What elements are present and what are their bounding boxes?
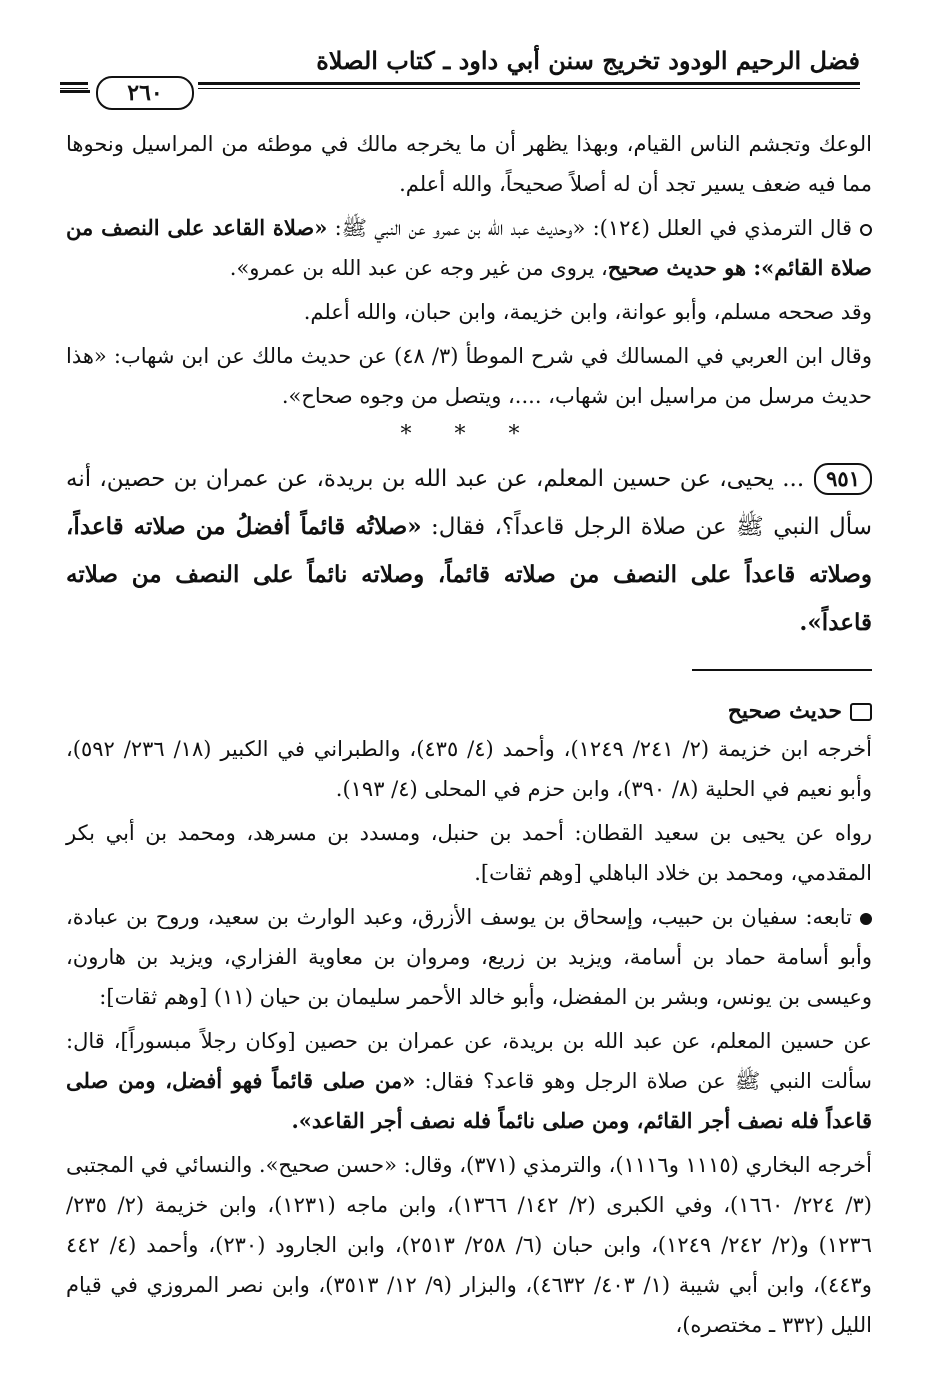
footnote-divider bbox=[692, 669, 872, 671]
book-icon bbox=[850, 703, 872, 721]
intro-paragraph: الوعك وتجشم الناس القيام، وبهذا يظهر أن ما يخرجه مالك في موطئه من المراسيل ونحوها مما فيه ضعف يسير تجد أن له أصلاً صحيحاً، والله أعلم. bbox=[66, 132, 872, 196]
page-header bbox=[60, 38, 860, 106]
ornament-line bbox=[60, 90, 90, 93]
takhrij-paragraph-5: أخرجه البخاري (١١١٥ و١١١٦)، والترمذي (٣٧١)، وقال: «حسن صحيح». والنسائي في المجتبى (٣/ ٢٢٤/ ١٦٦٠)، وفي الكبرى (٢/ ١٤٢/ ١٣٦٦)، وابن ماجه (١٢٣١)، وابن خزيمة (٢/ ٢٣٥/ ١٢٣٦) و(٢/ ٢٤٢/ ١٢٤٩)، وابن حبان (٦/ ٢٥٨/ ٢٥١٣)، وابن الجارود (٢٣٠)، وأحمد (٤/ ٤٤٢ و٤٤٣)، وابن أبي شيبة (١/ ٤٠٣/ ٤٦٣٢)، والبزار (٩/ ١٢/ ٣٥١٣)، وابن نصر المروزي في قيام الليل (٣٣٢ ـ مختصره)، bbox=[66, 1153, 872, 1337]
tirmidhi-bold-quote: «صلاة القاعد على النصف من صلاة القائم»: هو حديث صحيح bbox=[66, 215, 872, 280]
hadith-number: ٩٥١ bbox=[814, 463, 872, 495]
filled-bullet-icon bbox=[860, 913, 872, 925]
circle-bullet-icon bbox=[860, 224, 872, 236]
takhrij-p4-matn: «من صلى قائماً فهو أفضل، ومن صلى قاعداً فله نصف أجر القائم، ومن صلى نائماً فله نصف أجر القاعد». bbox=[66, 1068, 872, 1133]
section-title-text: حديث صحيح bbox=[727, 698, 842, 724]
tirmidhi-lead: قال الترمذي في العلل (١٢٤): «وحديث عبد الله بن عمرو عن النبي ﷺ: bbox=[327, 216, 853, 240]
page-number: ٢٦٠ bbox=[96, 76, 194, 110]
takhrij-paragraph-4 bbox=[66, 1021, 872, 1141]
page-number-frame bbox=[88, 72, 198, 112]
hadith-isnad: ... يحيى، عن حسين المعلم، عن عبد الله بن بريدة، عن عمران بن حصين، أنه سأل النبي ﷺ عن صلاة الرجل قاعداً؟، فقال: bbox=[66, 466, 873, 540]
authentication-paragraph: وقد صححه مسلم، وأبو عوانة، وابن خزيمة، وابن حبان، والله أعلم. bbox=[303, 300, 872, 324]
hadith-matn: «صلاتُه قائماً أفضلُ من صلاته قاعداً، وصلاته قاعداً على النصف من صلاته قائماً، وصلاته نائماً على النصف من صلاته قاعداً». bbox=[66, 513, 872, 636]
hadith-block bbox=[66, 456, 872, 647]
takhrij-paragraph-3 bbox=[66, 897, 872, 1017]
tirmidhi-paragraph bbox=[66, 208, 872, 288]
ibn-arabi-paragraph: وقال ابن العربي في المسالك في شرح الموطأ (٣/ ٤٨) عن حديث مالك عن ابن شهاب: «هذا حديث مرسل من مراسيل ابن شهاب، ....، ويتصل من وجوه صحاح». bbox=[66, 344, 872, 408]
takhrij-paragraph-2: رواه عن يحيى بن سعيد القطان: أحمد بن حنبل، ومسدد بن مسرهد، ومحمد بن أبي بكر المقدمي، ومحمد بن خلاد الباهلي [وهم ثقات]. bbox=[66, 821, 872, 885]
tirmidhi-tail: ، يروى من غير وجه عن عبد الله بن عمرو». bbox=[229, 256, 608, 280]
takhrij-p3-text: تابعه: سفيان بن حبيب، وإسحاق بن يوسف الأزرق، وعبد الوارث بن سعيد، وروح بن عبادة، وأبو أسامة حماد بن أسامة، ويزيد بن زريع، ومروان بن معاوية الفزاري، ويزيد بن هارون، وعيسى بن يونس، وبشر بن المفضل، وأبو خالد الأحمر سليمان بن حيان (١١) [وهم ثقات]: bbox=[66, 905, 872, 1009]
takhrij-p4-lead: عن حسين المعلم، عن عبد الله بن بريدة، عن عمران بن حصين [وكان رجلاً مبسوراً]، قال: سألت النبي ﷺ عن صلاة الرجل وهو قاعد؟ فقال: bbox=[66, 1029, 872, 1093]
running-title: فضل الرحيم الودود تخريج سنن أبي داود ـ كتاب الصلاة bbox=[316, 46, 860, 75]
page-body bbox=[66, 124, 872, 1345]
section-title bbox=[66, 693, 872, 729]
hadith-text bbox=[66, 456, 872, 647]
section-separator: * * * bbox=[400, 422, 538, 447]
takhrij-paragraph-1: أخرجه ابن خزيمة (٢/ ٢٤١/ ١٢٤٩)، وأحمد (٤/ ٤٣٥)، والطبراني في الكبير (١٨/ ٢٣٦/ ٥٩٢)، وأبو نعيم في الحلية (٨/ ٣٩٠)، وابن حزم في المحلى (٤/ ١٩٣). bbox=[66, 737, 872, 801]
